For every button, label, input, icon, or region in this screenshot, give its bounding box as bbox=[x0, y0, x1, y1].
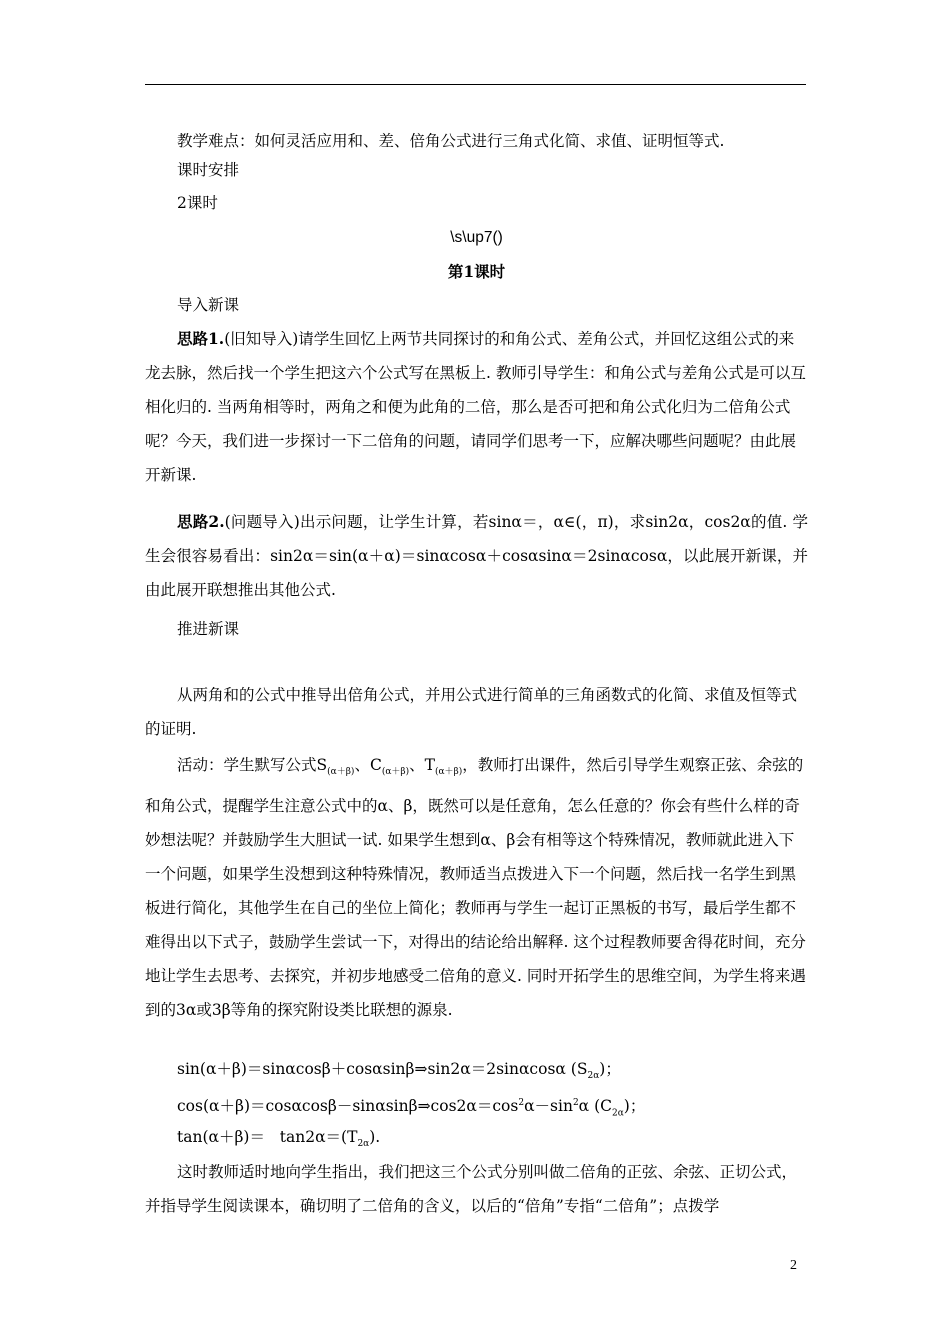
idea2-label: 思路2. bbox=[177, 512, 225, 531]
formula-subscript: (α＋β) bbox=[381, 767, 410, 778]
advance-heading-text: 推进新课 bbox=[177, 620, 240, 638]
field-code: \s\up7() bbox=[450, 229, 503, 246]
formula-superscript: 2 bbox=[572, 1098, 579, 1108]
derive-paragraph: 从两角和的公式中推导出倍角公式，并用公式进行简单的三角函数式的化简、求值及恒等式的证明. bbox=[145, 686, 798, 738]
schedule-heading-text: 课时安排 bbox=[177, 161, 240, 179]
advance-heading bbox=[145, 612, 808, 646]
formula-cos-tail: α (C bbox=[578, 1097, 612, 1116]
activity-prefix: 活动：学生默写公式S bbox=[177, 756, 328, 774]
formula-subscript: 2α bbox=[357, 1139, 370, 1150]
lesson-title: 第1课时 bbox=[447, 262, 506, 281]
schedule-value-text: 2课时 bbox=[177, 194, 218, 212]
formula-subscript: (α＋β) bbox=[434, 767, 463, 778]
idea2-text: (问题导入)出示问题，让学生计算，若sinα＝，α∈(，π)，求sin2α，cos2α的值. 学生会很容易看出：sin2α＝sin(α＋α)＝sinαcosα＋cosαsinα＝2sinαcosα，以此展开新课，并由此展开联想推出其他公式. bbox=[145, 513, 808, 599]
final-paragraph: 这时教师适时地向学生指出，我们把这三个公式分别叫做二倍角的正弦、余弦、正切公式，并指导学生阅读课本，确切明了二倍角的含义，以后的“倍角”专指“二倍角”；点拨学 bbox=[145, 1163, 798, 1215]
idea1-text: (旧知导入)请学生回忆上两节共同探讨的和角公式、差角公式，并回忆这组公式的来龙去脉，然后找一个学生把这六个公式写在黑板上. 教师引导学生：和角公式与差角公式是可以互相化归的. 当两角相等时，两角之和便为此角的二倍，那么是否可把和角公式化归为二倍角公式呢？今天，我们进一步探讨一下二倍角的问题，请同学们思考一下，应解决哪些问题呢？由此展开新课. bbox=[145, 330, 806, 484]
formula-end: ). bbox=[369, 1128, 381, 1146]
intro-heading bbox=[145, 288, 808, 322]
idea1-paragraph bbox=[145, 322, 808, 492]
difficulty-text: 教学难点：如何灵活应用和、差、倍角公式进行三角式化简、求值、证明恒等式. bbox=[177, 132, 725, 150]
formula-subscript: 2α bbox=[587, 1071, 600, 1082]
activity-separator: 、T bbox=[409, 756, 435, 774]
formula-subscript: 2α bbox=[611, 1108, 624, 1119]
formula-end: )； bbox=[599, 1060, 621, 1078]
formula-cos-mid: α－sin bbox=[524, 1097, 573, 1116]
activity-text: ，教师打出课件，然后引导学生观察正弦、余弦的和角公式，提醒学生注意公式中的α、β，既然可以是任意角，怎么任意的？你会有些什么样的奇妙想法呢？并鼓励学生大胆试一试. 如果学生想到α、β会有相等这个特殊情况，教师就此进入下一个问题，如果学生没想到这种特殊情况，教师适当点拨进入下一个问题，然后找一名学生到黑板进行简化，其他学生在自己的坐位上简化；教师再与学生一起订正黑板的书写，最后学生都不难得出以下式子，鼓励学生尝试一下，对得出的结论给出解释. 这个过程教师要舍得花时间，充分地让学生去思考、去探究，并初步地感受二倍角的意义. 同时开拓学生的思维空间，为学生将来遇到的3α或3β等角的探究附设类比联想的源泉. bbox=[145, 756, 806, 1020]
page-number: 2 bbox=[790, 1258, 797, 1273]
idea1-label: 思路1. bbox=[177, 329, 225, 348]
activity-separator: 、C bbox=[354, 756, 382, 774]
schedule-heading bbox=[145, 153, 808, 187]
formula-tan-text: tan(α＋β)＝ tan2α＝(T bbox=[177, 1128, 358, 1146]
formula-sin-text: sin(α＋β)＝sinαcosβ＋cosαsinβ⇒sin2α＝2sinαcosα (S bbox=[177, 1060, 588, 1078]
schedule-value bbox=[145, 186, 808, 220]
idea2-paragraph bbox=[145, 505, 808, 607]
formula-cos-text: cos(α＋β)＝cosαcosβ－sinαsinβ⇒cos2α＝cos bbox=[177, 1097, 519, 1116]
header-rule bbox=[145, 84, 806, 85]
activity-paragraph bbox=[145, 748, 808, 1027]
intro-heading-text: 导入新课 bbox=[177, 296, 240, 314]
formula-subscript: (α＋β) bbox=[327, 767, 355, 778]
formula-end: )； bbox=[623, 1097, 646, 1116]
formula-superscript: 2 bbox=[518, 1098, 525, 1108]
